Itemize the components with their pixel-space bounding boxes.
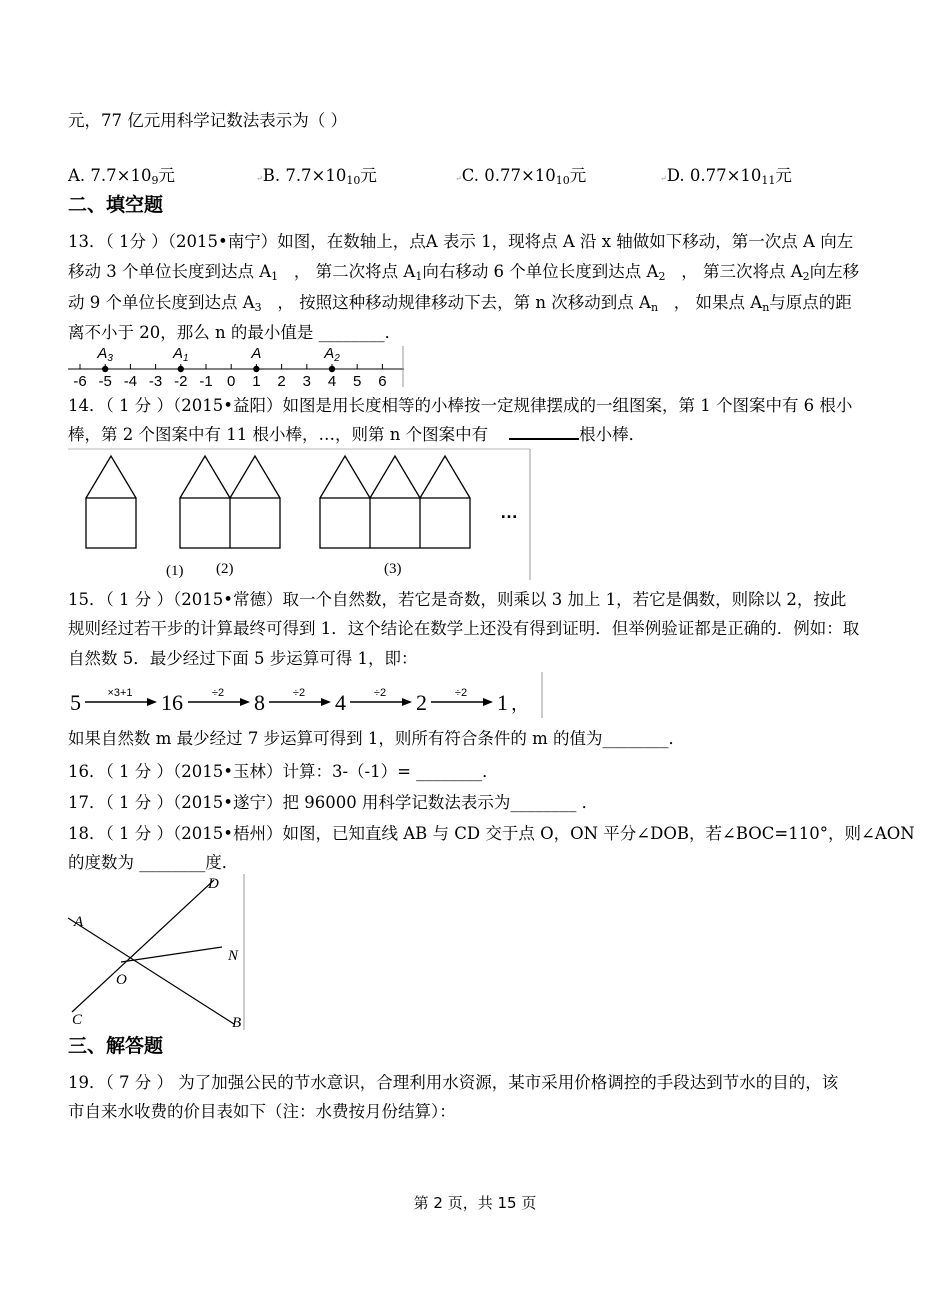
svg-text:-6: -6 xyxy=(73,373,87,390)
svg-text:5: 5 xyxy=(353,373,362,390)
svg-text:3: 3 xyxy=(302,373,311,390)
svg-text:1: 1 xyxy=(252,373,261,390)
lines-intersection-figure xyxy=(68,874,248,1032)
axis-tick--4 xyxy=(124,364,137,390)
q18-line2: 的度数为 ________度． xyxy=(68,853,239,872)
svg-text:-3: -3 xyxy=(148,373,163,390)
q19-line1: 19．（ 7 分 ） 为了加强公民的节水意识，合理利用水资源，某市采用价格调控的手段达到节水的目的，该 xyxy=(68,1073,839,1092)
number-line-figure xyxy=(68,343,408,389)
svg-text:A2: $A_2$ xyxy=(324,345,340,364)
q18-line1: 18．（ 1 分 ）（2015•梧州）如图，已知直线 AB 与 CD 交于点 O，ON 平分∠DOB，若∠BOC=110°，则∠AON xyxy=(68,824,915,843)
label-N: N xyxy=(228,948,239,964)
pattern-3 xyxy=(320,456,470,548)
chain-arrow xyxy=(431,687,493,706)
q13-line1: 13．（ 1分 ）（2015•南宁）如图，在数轴上，点A 表示 1，现将点 A 沿 x 轴做如下移动，第一次点 A 向左 xyxy=(68,232,854,251)
axis-tick-3 xyxy=(303,364,311,390)
label-B: B xyxy=(232,1015,242,1031)
stick-pattern-figure xyxy=(68,448,538,582)
chain-number: 5 xyxy=(70,690,81,715)
q13-line3: 动 9 个单位长度到达点 $A_3$ ， 按照这种移动规律移动下去，第 n 次移动到点 $A_n$ ， 如果点 $A_n$与原点的距 xyxy=(68,293,852,314)
label-D: D xyxy=(208,876,219,892)
svg-text:A3: $A_3$ xyxy=(97,345,113,364)
q16-text: 16．（ 1 分 ）（2015•玉林）计算：3-（-1）= ________． xyxy=(68,762,499,781)
axis-tick-5 xyxy=(353,364,361,390)
axis-tick--3 xyxy=(149,364,162,390)
point-A3 xyxy=(96,345,113,372)
pattern-1 xyxy=(86,456,136,548)
q13-line2: 移动 3 个单位长度到达点 $A_1$ ， 第二次将点 $A_1$向右移动 6 个单位长度到达点 $A_2$ ， 第三次将点 $A_2$向左移 xyxy=(68,262,860,283)
svg-text:2: 2 xyxy=(277,373,286,390)
chain-arrow xyxy=(85,687,157,706)
caption-2: (2) xyxy=(216,561,234,577)
point-A2 xyxy=(323,345,340,372)
chain-number: 16 xyxy=(161,690,183,715)
axis-tick-6 xyxy=(378,364,386,390)
section-title-answer: 三、解答题 xyxy=(68,1035,164,1057)
chain-arrow xyxy=(269,687,331,706)
label-C: C xyxy=(72,1012,83,1028)
q15-line4: 如果自然数 m 最少经过 7 步运算可得到 1，则所有符合条件的 m 的值为________． xyxy=(68,729,686,748)
point-A1 xyxy=(172,345,189,372)
ellipsis: … xyxy=(500,502,518,522)
q12-option-b: ↵B. $7.7\times 10_{10}$元 xyxy=(256,166,377,187)
svg-text:÷2: ÷2 xyxy=(373,687,387,699)
chain-arrow xyxy=(350,687,412,706)
svg-text:A1: $A_1$ xyxy=(173,345,189,364)
svg-text:6: 6 xyxy=(378,373,387,390)
ray-ON xyxy=(121,947,222,962)
q12-text: 元，77 亿元用科学记数法表示为（ ） xyxy=(68,111,347,130)
answer-blank xyxy=(509,424,579,440)
q15-line2: 规则经过若干步的计算最终可得到 1．这个结论在数学上还没有得到证明．但举例验证都是正确的．例如：取 xyxy=(68,619,860,638)
svg-text:-1: -1 xyxy=(199,373,213,390)
q19-line2: 市自来水收费的价目表如下（注：水费按月份结算）： xyxy=(68,1102,456,1121)
line-CD xyxy=(72,880,214,1012)
q12-option-c: ↵C. $0.77\times 10_{10}$元 xyxy=(455,166,587,187)
svg-text:-4: -4 xyxy=(123,373,138,390)
pattern-2 xyxy=(180,456,280,548)
caption-3: (3) xyxy=(384,561,402,577)
page-footer: 第 2 页，共 15 页 xyxy=(413,1194,537,1212)
chain-number: 1 xyxy=(497,690,508,715)
axis-tick--1 xyxy=(199,364,212,390)
q15-line3: 自然数 5．最少经过下面 5 步运算可得 1，即： xyxy=(68,649,418,668)
svg-text:0: 0 xyxy=(227,373,236,390)
point-A xyxy=(250,345,261,372)
label-A: A xyxy=(74,914,84,930)
axis-tick-0 xyxy=(227,364,235,390)
svg-text:A: A xyxy=(251,345,262,362)
q15-line1: 15．（ 1 分 ）（2015•常德）取一个自然数，若它是奇数，则乘以 3 加上 1，若它是偶数，则除以 2，按此 xyxy=(68,590,847,609)
chain-end: ， xyxy=(511,694,529,714)
q13-line4: 离不小于 20，那么 n 的最小值是 ________． xyxy=(68,323,402,342)
q12-option-d: ↵D. $0.77\times 10_{11}$元 xyxy=(660,166,792,187)
svg-text:÷2: ÷2 xyxy=(292,687,306,699)
chain-number: 8 xyxy=(254,690,265,715)
chain-arrow xyxy=(188,687,250,706)
q14-line2: 棒，第 2 个图案中有 11 根小棒，…，则第 n 个图案中有 根小棒． xyxy=(68,425,646,444)
svg-text:÷2: ÷2 xyxy=(454,687,468,699)
collatz-chain-figure xyxy=(68,672,558,720)
svg-text:4: 4 xyxy=(327,373,337,390)
section-title-fill-in: 二、填空题 xyxy=(68,194,164,216)
chain-number: 2 xyxy=(416,690,427,715)
caption-1: (1) xyxy=(166,563,184,579)
svg-text:-5: -5 xyxy=(98,373,112,390)
line-AB xyxy=(68,918,234,1024)
chain-number: 4 xyxy=(335,690,346,715)
axis-tick-2 xyxy=(277,364,285,390)
q14-line1: 14．（ 1 分 ）（2015•益阳）如图是用长度相等的小棒按一定规律摆成的一组图案，第 1 个图案中有 6 根小 xyxy=(68,396,853,415)
q12-option-a: A. $7.7\times 10_9$元 xyxy=(68,166,175,187)
svg-text:÷2: ÷2 xyxy=(211,687,225,699)
svg-text:×3+1: ×3+1 xyxy=(107,687,133,699)
axis-tick--6 xyxy=(73,364,86,390)
svg-text:-2: -2 xyxy=(174,373,188,390)
q17-text: 17．（ 1 分 ）（2015•遂宁）把 96000 用科学记数法表示为________ ． xyxy=(68,793,599,812)
label-O: O xyxy=(116,972,127,988)
